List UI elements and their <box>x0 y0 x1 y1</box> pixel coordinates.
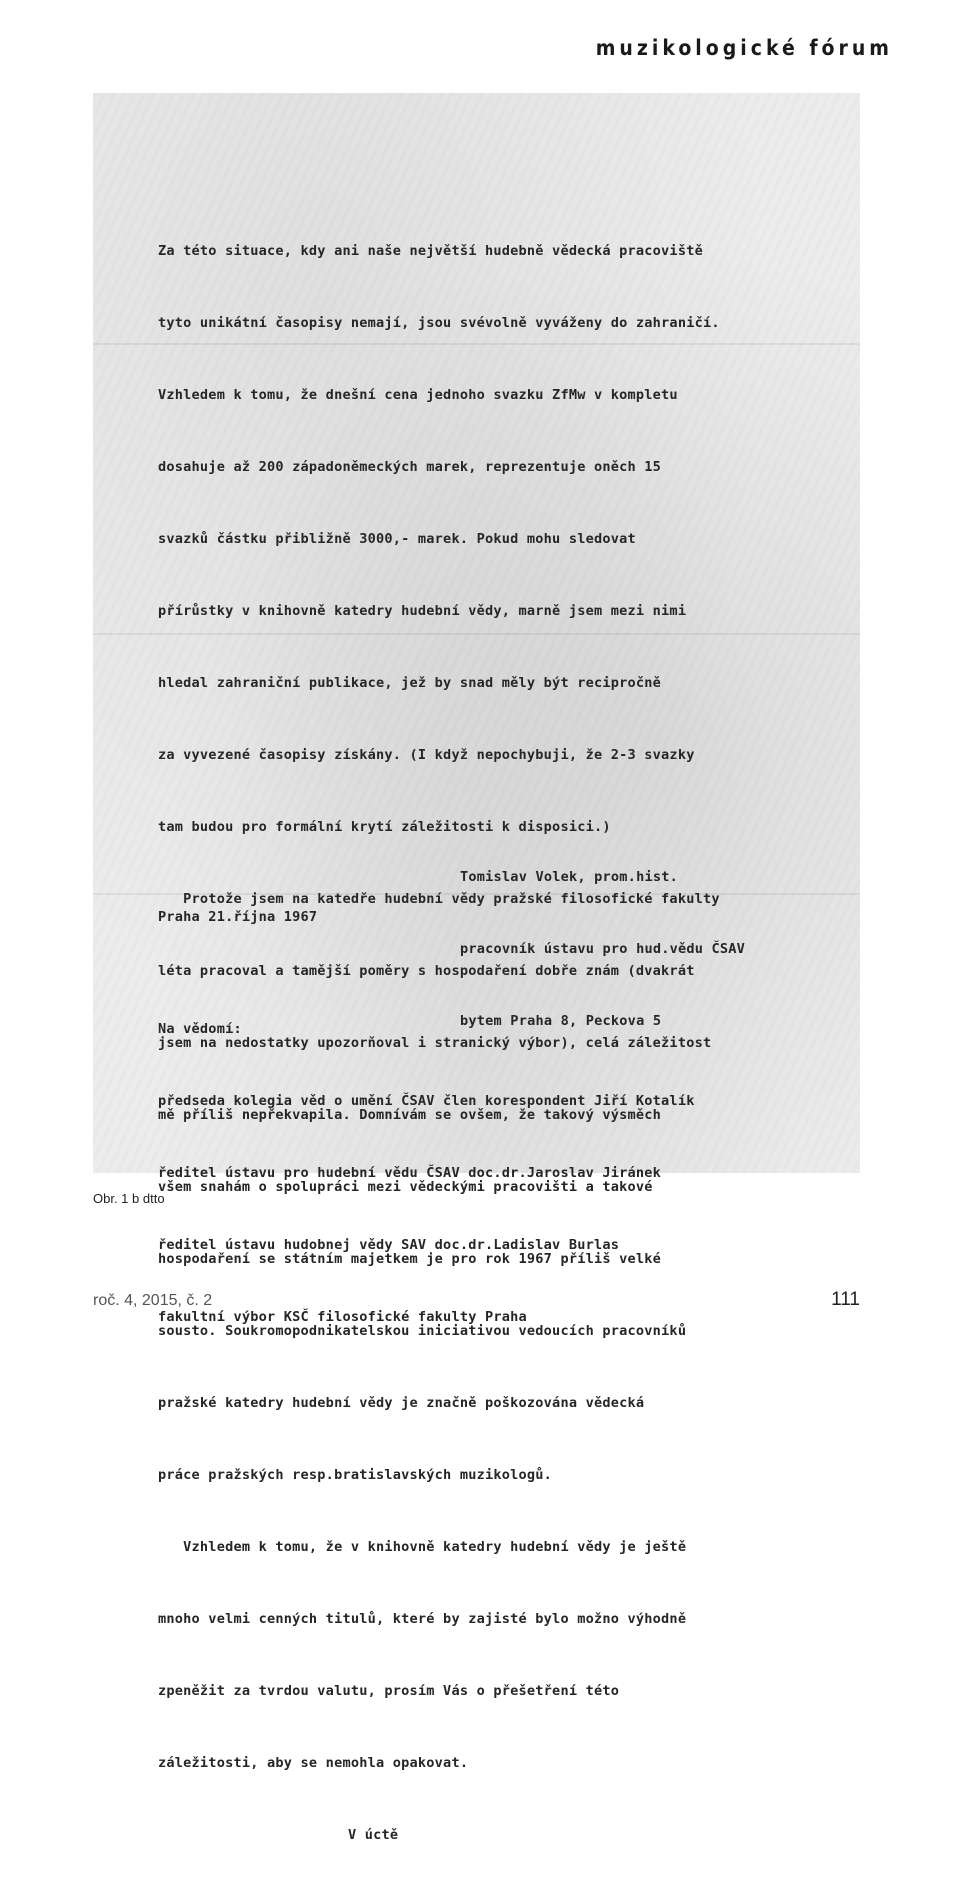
letter-date: Praha 21.října 1967 <box>158 909 318 925</box>
letter-line: tyto unikátní časopisy nemají, jsou svévolně vyváženy do zahraničí. <box>158 315 720 331</box>
letter-line: za vyvezené časopisy získány. (I když nepochybuji, že 2-3 svazky <box>158 747 695 763</box>
cc-item: ředitel ústavu hudobnej vědy SAV doc.dr.Ladislav Burlas <box>158 1237 620 1253</box>
letter-line: dosahuje až 200 západoněmeckých marek, reprezentuje oněch 15 <box>158 459 662 475</box>
signature-line: pracovník ústavu pro hud.vědu ČSAV <box>460 941 746 957</box>
cc-item: předseda kolegia věd o umění ČSAV člen korespondent Jiří Kotalík <box>158 1093 695 1109</box>
signature-line: Tomislav Volek, prom.hist. <box>460 869 678 885</box>
journal-running-header: muzikologické fórum <box>595 36 893 60</box>
letter-line: přírůstky v knihovně katedry hudební vědy, marně jsem mezi nimi <box>158 603 687 619</box>
figure-caption: Obr. 1 b dtto <box>93 1191 165 1206</box>
cc-block <box>158 969 848 1377</box>
letter-line: mnoho velmi cenných titulů, které by zajisté bylo možno výhodně <box>158 1611 687 1627</box>
cc-item: ředitel ústavu pro hudební vědu ČSAV doc.dr.Jaroslav Jiránek <box>158 1165 662 1181</box>
letter-line: léta pracoval a tamější poměry s hospodaření dobře znám (dvakrát <box>158 963 695 979</box>
letter-line: záležitosti, aby se nemohla opakovat. <box>158 1755 469 1771</box>
letter-line: Vzhledem k tomu, že dnešní cena jednoho svazku ZfMw v kompletu <box>158 387 678 403</box>
letter-line: hledal zahraniční publikace, jež by snad měly být recipročně <box>158 675 662 691</box>
letter-line: Vzhledem k tomu, že v knihovně katedry hudební vědy je ještě <box>158 1539 687 1555</box>
signature-line: bytem Praha 8, Peckova 5 <box>460 1013 662 1029</box>
letter-line: jsem na nedostatky upozorňoval i stranický výbor), celá záležitost <box>158 1035 712 1051</box>
letter-line: sousto. Soukromopodnikatelskou iniciativou vedoucích pracovníků <box>158 1323 687 1339</box>
page-number: 111 <box>831 1289 860 1310</box>
letter-closing: V úctě <box>348 1827 399 1843</box>
letter-line: všem snahám o spolupráci mezi vědeckými pracovišti a takové <box>158 1179 653 1195</box>
cc-heading: Na vědomí: <box>158 1021 242 1037</box>
letter-line: zpeněžit za tvrdou valutu, prosím Vás o přešetření této <box>158 1683 620 1699</box>
cc-item: fakultní výbor KSČ filosofické fakulty Praha <box>158 1309 527 1325</box>
letter-line: práce pražských resp.bratislavských muzikologů. <box>158 1467 553 1483</box>
letter-line: Protože jsem na katedře hudební vědy pražské filosofické fakulty <box>158 891 720 907</box>
letter-line: Za této situace, kdy ani naše největší hudebně vědecká pracoviště <box>158 243 703 259</box>
letter-line: svazků částku přibližně 3000,- marek. Pokud mohu sledovat <box>158 531 636 547</box>
letter-line: mě příliš nepřekvapila. Domnívám se ovšem, že takový výsměch <box>158 1107 662 1123</box>
letter-line: pražské katedry hudební vědy je značně poškozována vědecká <box>158 1395 645 1411</box>
letter-line: tam budou pro formální krytí záležitosti k disposici.) <box>158 819 611 835</box>
issue-info: roč. 4, 2015, č. 2 <box>93 1292 213 1309</box>
letter-line: hospodaření se státním majetkem je pro rok 1967 příliš velké <box>158 1251 662 1267</box>
